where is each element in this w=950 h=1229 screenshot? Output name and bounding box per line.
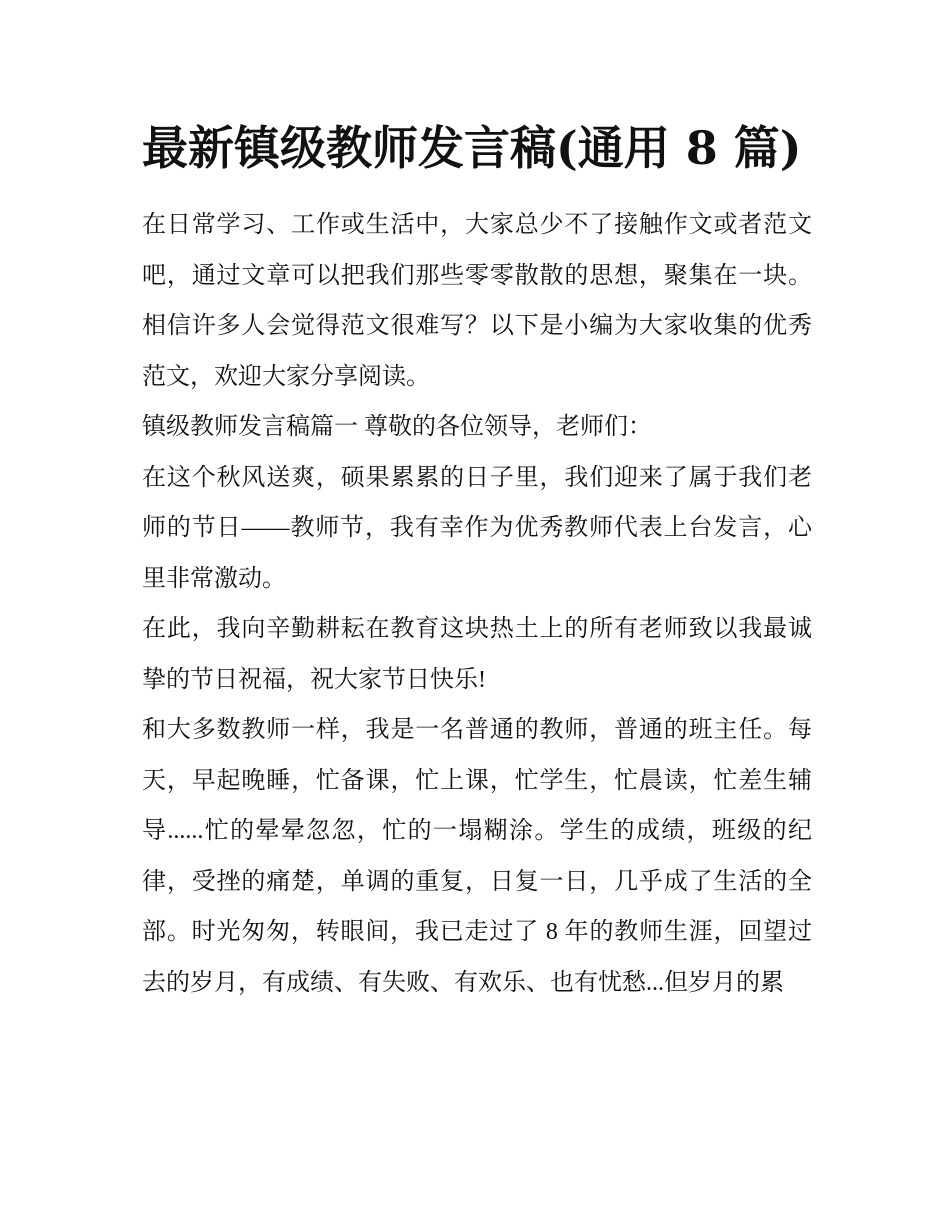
paragraph-section-heading: 镇级教师发言稿篇一 尊敬的各位领导，老师们：: [142, 414, 652, 440]
paragraph-teachers-day: 在这个秋风送爽，硕果累累的日子里，我们迎来了属于我们老师的节日——教师节，我有幸作为优秀教师代表上台发言，心里非常激动。: [142, 464, 812, 592]
paragraph-intro: 在日常学习、工作或生活中，大家总少不了接触作文或者范文吧，通过文章可以把我们那些零零散散的思想，聚集在一块。相信许多人会觉得范文很难写？以下是小编为大家收集的优秀范文，欢迎大家分享阅读。: [142, 212, 812, 390]
document-title: 最新镇级教师发言稿(通用 8 篇): [142, 121, 802, 175]
document-body: [142, 110, 812, 1008]
paragraph-greeting: 在此，我向辛勤耕耘在教育这块热土上的所有老师致以我最诚挚的节日祝福，祝大家节日快乐!: [142, 616, 812, 693]
paragraph-daily-work: 和大多数教师一样，我是一名普通的教师，普通的班主任。每天，早起晚睡，忙备课，忙上课，忙学生，忙晨读，忙差生辅导......忙的晕晕忽忽，忙的一塌糊涂。学生的成绩，班级的纪律，受挫的痛楚，单调的重复，日复一日，几乎成了生活的全部。时光匆匆，转眼间，我已走过了 8 年的教师生涯，回望过去的岁月，有成绩、有失败、有欢乐、也有忧愁...但岁月的累: [142, 717, 812, 996]
